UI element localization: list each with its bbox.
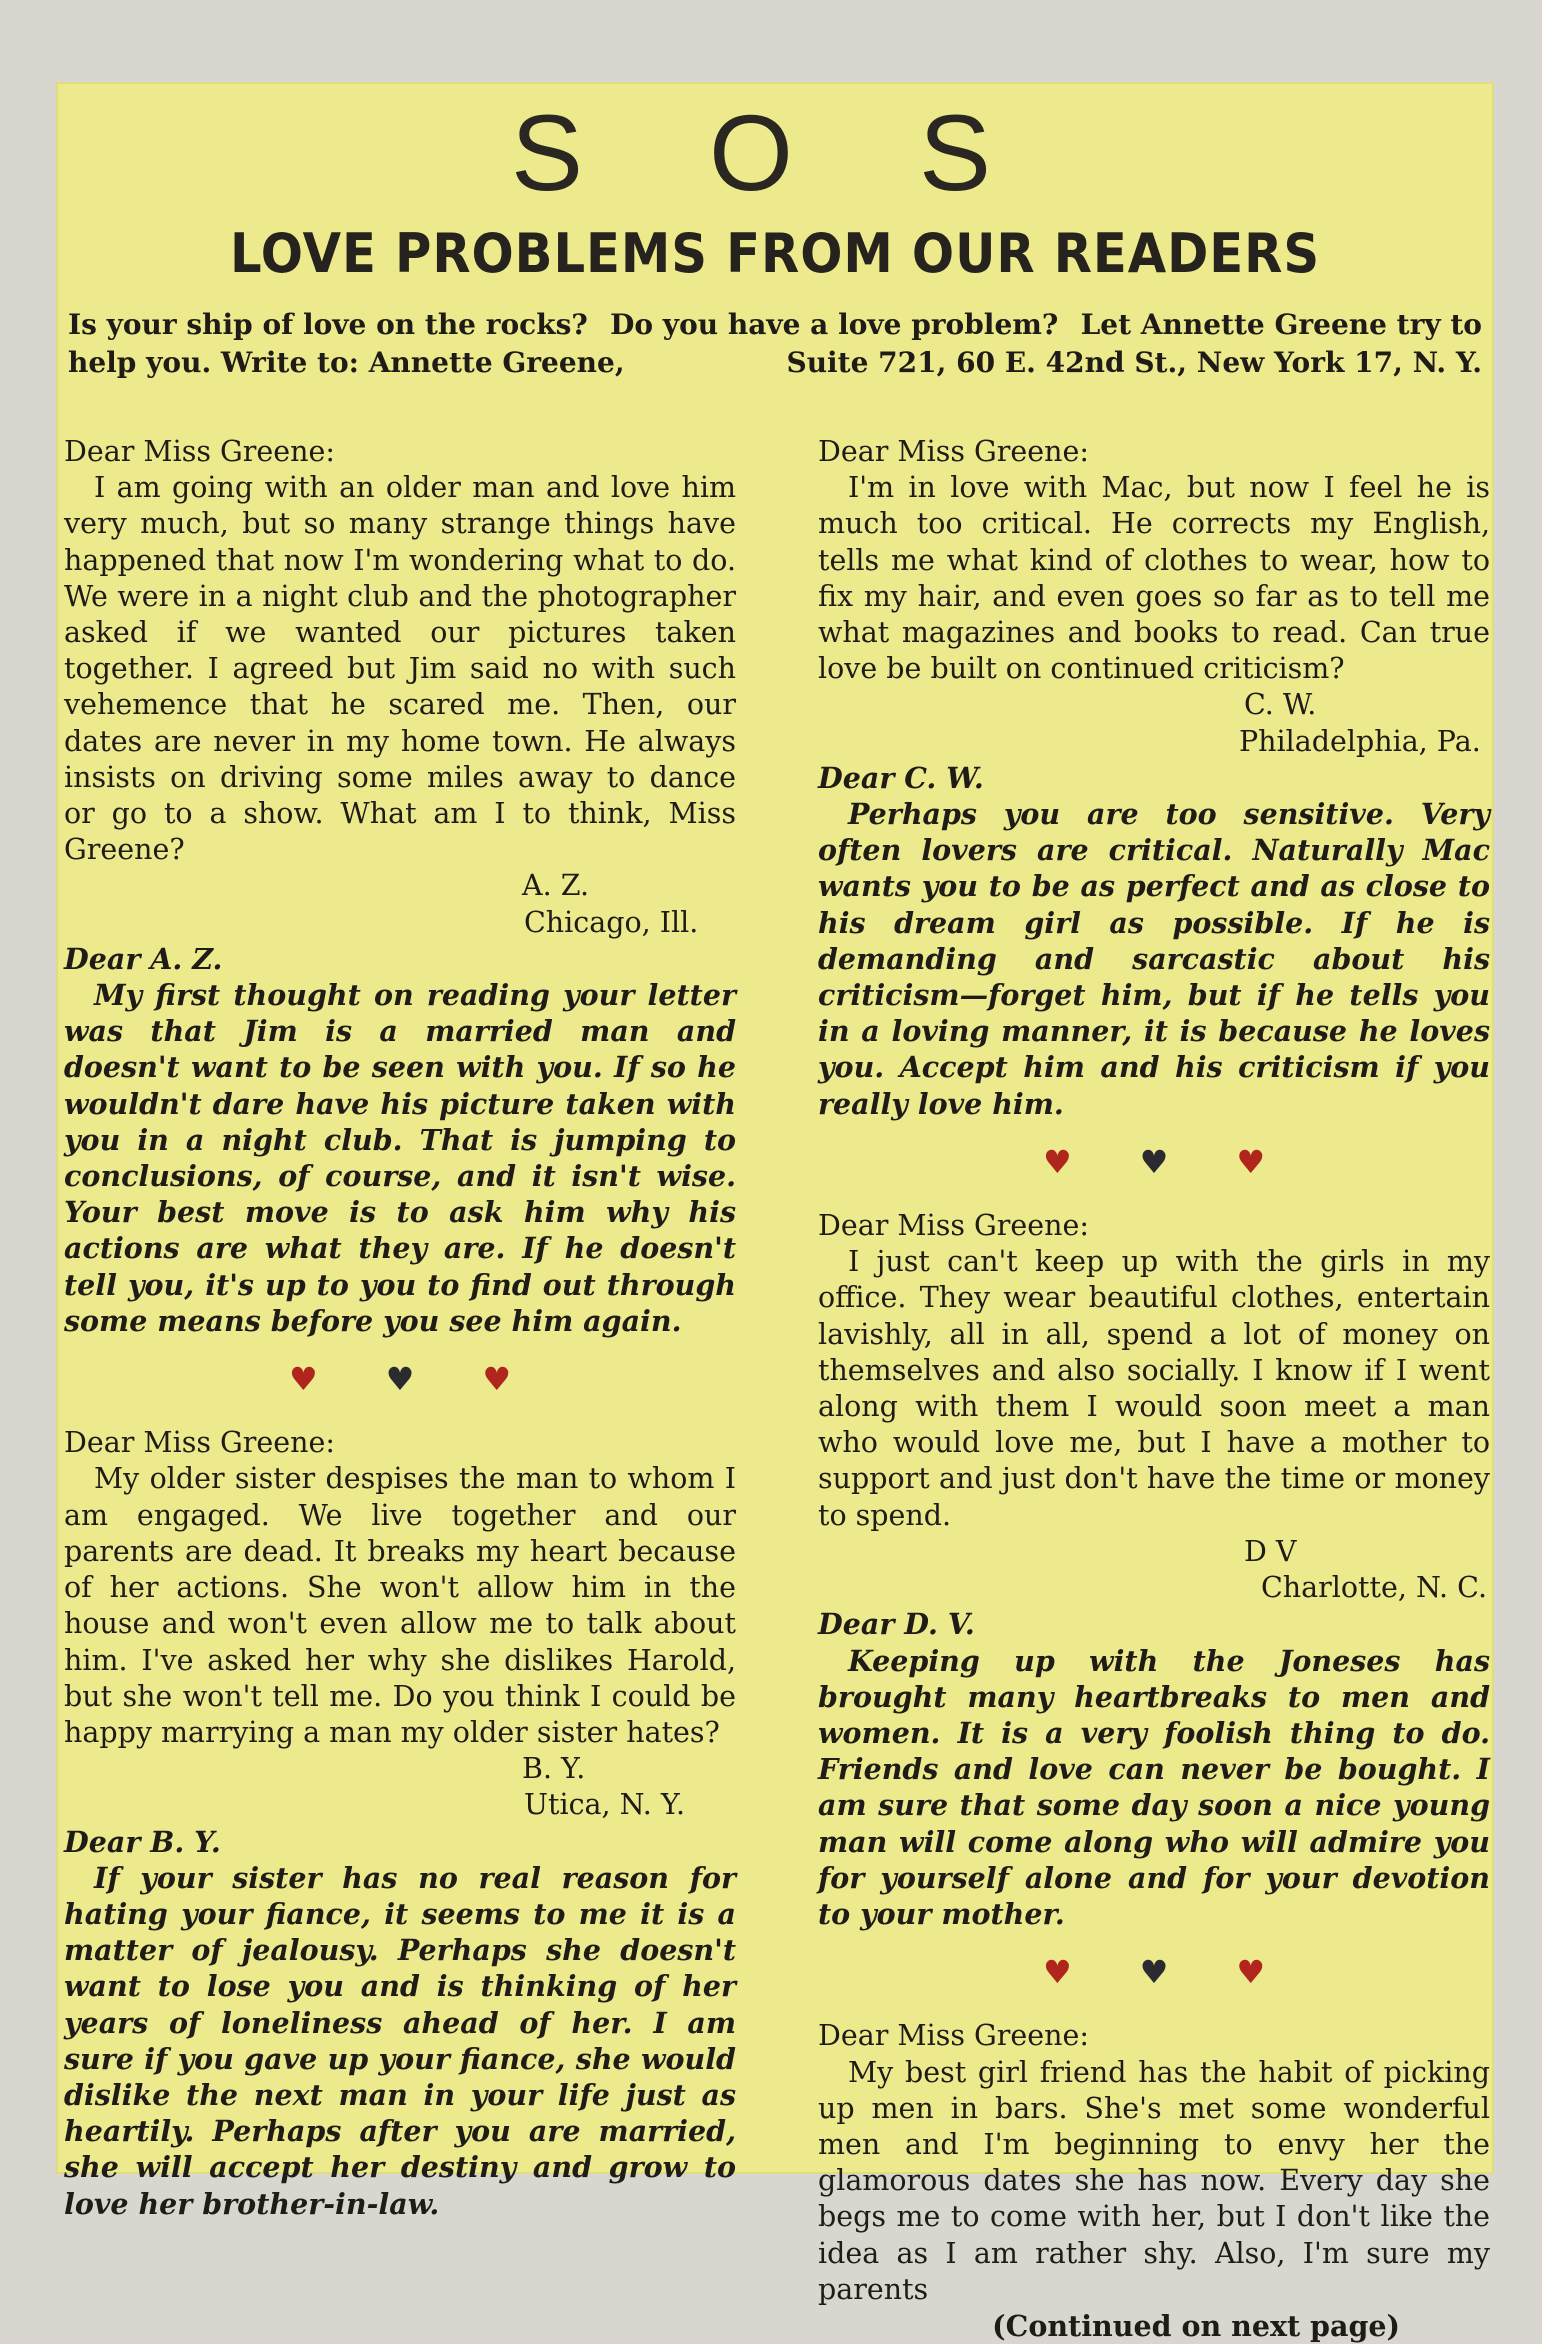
letter-salutation: Dear Miss Greene: xyxy=(818,435,1089,468)
heart-icon: ♥ xyxy=(288,1360,318,1399)
heart-icon: ♥ xyxy=(482,1360,512,1399)
intro-part: Is your ship of love on the rocks? xyxy=(68,308,588,341)
right-column xyxy=(818,434,1490,2344)
letter-city: Chicago, Ill. xyxy=(524,905,699,939)
heart-divider xyxy=(818,1954,1490,1990)
letter-body: My older sister despises the man to whom I am engaged. We live together and our parents are dead. It breaks my heart because of her actions. She won't allow him in the house and won't even allow me to talk about him. I've asked her why she dislikes Harold, but she won't tell me. Do you think I could be happy marrying a man my older sister hates? xyxy=(64,1462,736,1749)
reply-salutation: Dear C. W. xyxy=(818,760,984,795)
reply-salutation: Dear D. V. xyxy=(818,1607,975,1642)
letter-initials: C. W. xyxy=(1244,688,1317,722)
heart-divider xyxy=(818,1144,1490,1180)
heart-divider xyxy=(64,1361,736,1397)
heart-icon: ♥ xyxy=(1236,1142,1266,1181)
reply-salutation: Dear A. Z. xyxy=(64,941,223,976)
letter-salutation: Dear Miss Greene: xyxy=(818,2019,1089,2053)
letter-initials: B. Y. xyxy=(522,1752,586,1786)
letter-city: Philadelphia, Pa. xyxy=(1239,724,1481,758)
continued-note: (Continued on next page) xyxy=(992,2308,1400,2343)
letter-salutation: Dear Miss Greene: xyxy=(818,1209,1089,1243)
intro-part: Let Annette Greene try to xyxy=(1080,308,1482,341)
heart-icon: ♥ xyxy=(1236,1953,1266,1992)
letter-city: Utica, N. Y. xyxy=(524,1788,686,1822)
letter-body: I'm in love with Mac, but now I feel he is much too critical. He corrects my English, tells me what kind of clothes to wear, how to fix my hair, and even goes so far as to tell me what magazines and books to read. Can true love be built on continued criticism? xyxy=(818,471,1490,686)
left-column xyxy=(64,434,736,2222)
letter-body: I am going with an older man and love him very much, but so many strange things have happened that now I'm wondering what to do. We were in a night club and the photographer asked if we wanted our pictures taken together. I agreed but Jim said no with such vehemence that he scared me. Then, our dates are never in my home town. He always insists on driving some miles away to dance or go to a show. What am I to think, Miss Greene? xyxy=(64,471,736,867)
letter-body: My best girl friend has the habit of picking up men in bars. She's met some wonderful men and I'm beginning to envy her the glamorous dates she has now. Every day she begs me to come with her, but I don't like the idea as I am rather shy. Also, I'm sure my parents xyxy=(818,2055,1490,2306)
reply-body: Perhaps you are too sensitive. Very often lovers are critical. Naturally Mac wants you to be as perfect and as close to his dream girl as possible. If he is demanding and sarcastic about his criticism—forget him, but if he tells you in a loving manner, it is because he loves you. Accept him and his criticism if you really love him. xyxy=(818,797,1490,1121)
heart-icon: ♥ xyxy=(1139,1953,1169,1992)
heart-icon: ♥ xyxy=(1139,1142,1169,1181)
reply-salutation: Dear B. Y. xyxy=(64,1824,221,1859)
page-title: S O S xyxy=(510,92,1040,213)
intro-part: Do you have a love problem? xyxy=(610,308,1059,341)
intro-part: help you. Write to: Annette Greene, xyxy=(68,346,625,379)
letter-city: Charlotte, N. C. xyxy=(1261,1571,1488,1605)
letter-initials: D V xyxy=(1244,1534,1297,1568)
letter-body: I just can't keep up with the girls in my office. They wear beautiful clothes, entertain lavishly, all in all, spend a lot of money on themselves and also socially. I know if I went along with them I would soon meet a man who would love me, but I have a mother to support and just don't have the time or money to spend. xyxy=(818,1245,1490,1532)
reply-body: My first thought on reading your letter was that Jim is a married man and doesn't want to be seen with you. If so he wouldn't dare have his picture taken with you in a night club. That is jumping to conclusions, of course, and it isn't wise. Your best move is to ask him why his actions are what they are. If he doesn't tell you, it's up to you to find out through some means before you see him again. xyxy=(64,978,736,1338)
letter-salutation: Dear Miss Greene: xyxy=(64,1426,335,1460)
letter-initials: A. Z. xyxy=(522,869,590,903)
letter-salutation: Dear Miss Greene: xyxy=(64,435,335,468)
page-subtitle: LOVE PROBLEMS FROM OUR READERS xyxy=(229,222,1321,285)
intro-text xyxy=(68,306,1482,382)
yellow-panel xyxy=(56,82,1494,2343)
reply-body: If your sister has no real reason for hating your fiance, it seems to me it is a matter of jealousy. Perhaps she doesn't want to lose you and is thinking of her years of loneliness ahead of her. I am sure if you gave up your fiance, she would dislike the next man in your life just as heartily. Perhaps after you are married, she will accept her destiny and grow to love her brother-in-law. xyxy=(64,1860,736,2221)
heart-icon: ♥ xyxy=(385,1360,415,1399)
heart-icon: ♥ xyxy=(1042,1953,1072,1992)
reply-body: Keeping up with the Joneses has brought many heartbreaks to men and women. It is a very foolish thing to do. Friends and love can never be bought. I am sure that some day soon a nice young man will come along who will admire you for yourself alone and for your devotion to your mother. xyxy=(818,1643,1490,1931)
intro-address: Suite 721, 60 E. 42nd St., New York 17, N. Y. xyxy=(786,346,1482,379)
heart-icon: ♥ xyxy=(1042,1142,1072,1181)
